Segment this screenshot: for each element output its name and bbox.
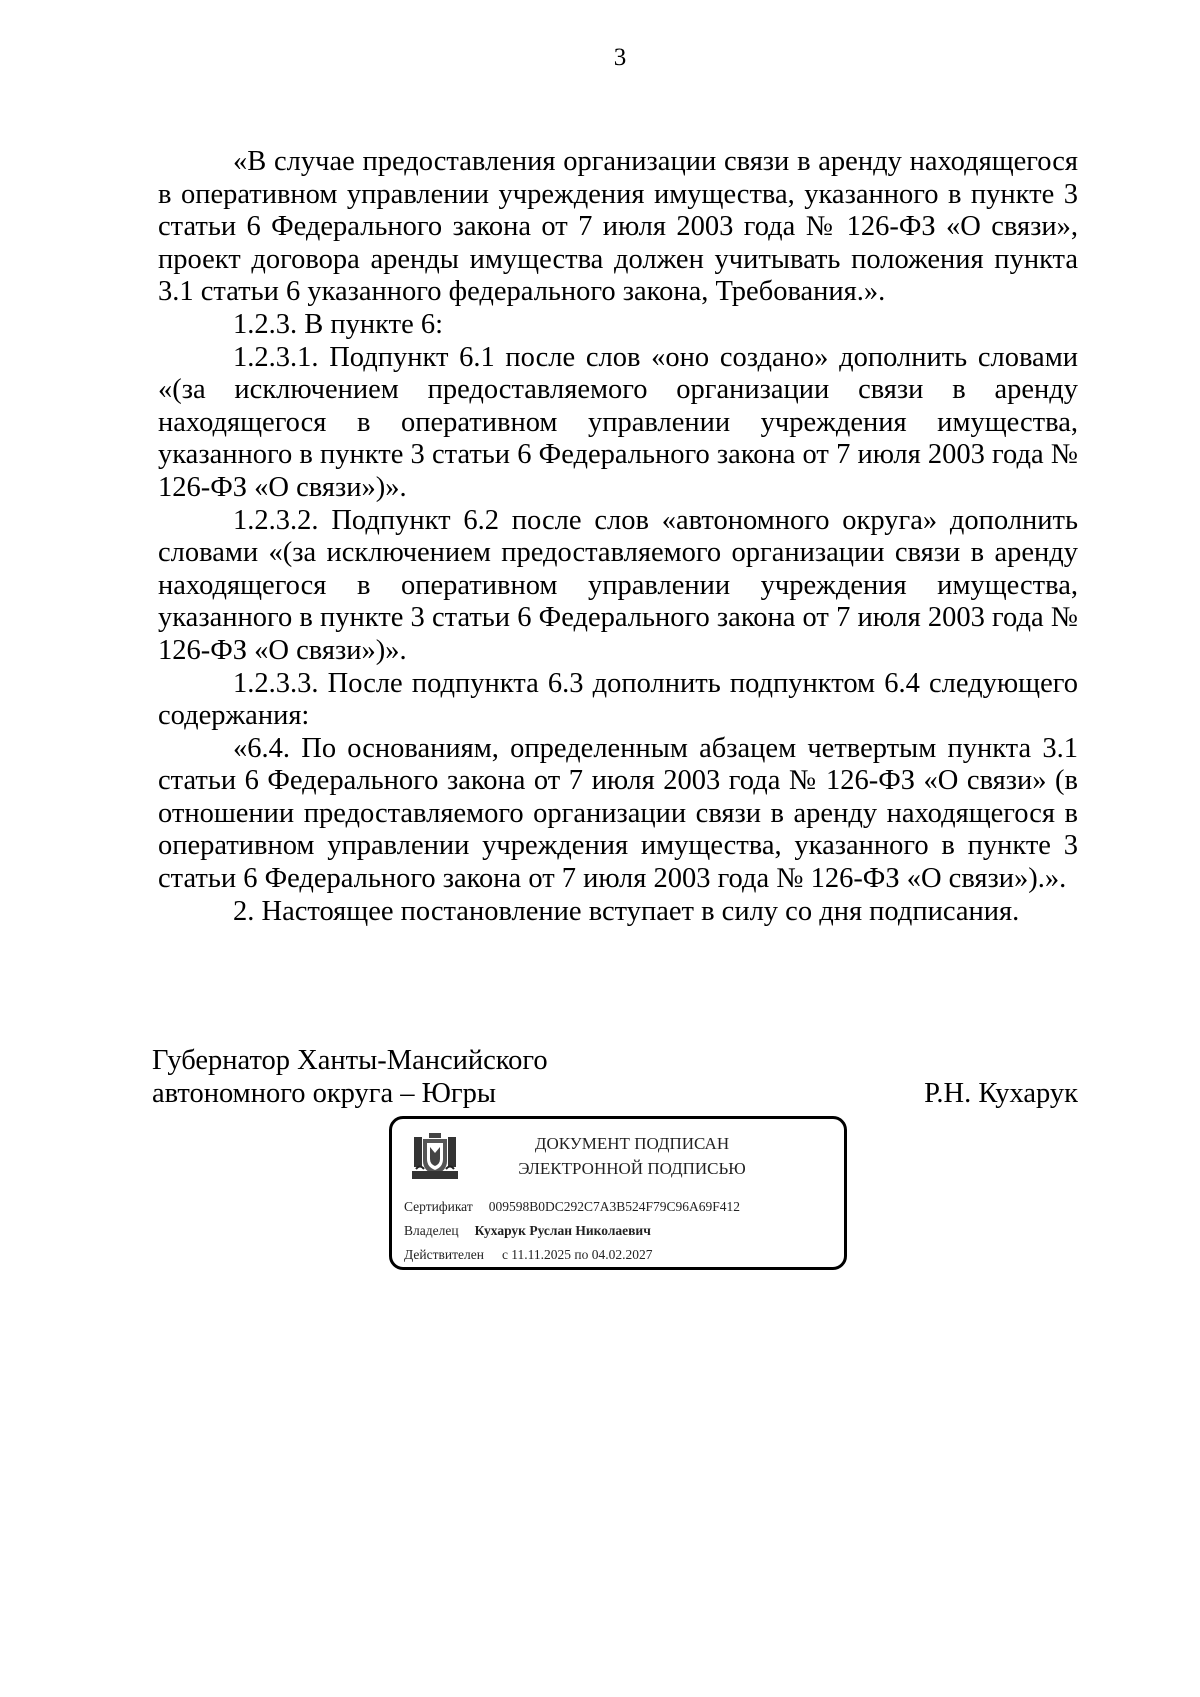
signatory-name: Р.Н. Кухарук [924,1077,1078,1109]
paragraph: 2. Настоящее постановление вступает в силу со дня подписания. [233,895,1020,927]
owner-label: Владелец [404,1223,459,1238]
paragraph: 1.2.3.3. После подпункта 6.3 дополнить подпунктом 6.4 следующего содержания: [158,667,1078,732]
validity-label: Действителен [404,1247,484,1262]
paragraph: 1.2.3.2. Подпункт 6.2 после слов «автономного округа» дополнить словами «(за исключением предоставляемого организации связи в аренду находящегося в оперативном управлении учреждения имущества, указанного в пункте 3 статьи 6 Федерального закона от 7 июля 2003 года № 126-ФЗ «О связи»)». [158,504,1078,666]
coat-of-arms-icon [410,1131,460,1183]
certificate-value: 009598B0DC292C7A3B524F79C96A69F412 [488,1199,741,1214]
paragraph: «В случае предоставления организации связи в аренду находящегося в оперативном управлении учреждения имущества, указанного в пункте 3 статьи 6 Федерального закона от 7 июля 2003 года № 126-ФЗ «О связи», проект договора аренды имущества должен учитывать положения пункта 3.1 статьи 6 указанного федерального закона, Требования.». [158,146,1078,308]
signatory-title-line-2: автономного округа – Югры [152,1077,497,1109]
signatory-title-line-1: Губернатор Ханты-Мансийского [152,1045,548,1076]
document-body [158,146,1078,928]
certificate-label: Сертификат [404,1199,473,1214]
paragraph: «6.4. По основаниям, определенным абзацем четвертым пункта 3.1 статьи 6 Федерального закона от 7 июля 2003 года № 126-ФЗ «О связи» (в отношении предоставляемого организации связи в аренду находящегося в оперативном управлении учреждения имущества, указанного в пункте 3 статьи 6 Федерального закона от 7 июля 2003 года № 126-ФЗ «О связи»).». [158,732,1078,895]
stamp-heading [482,1131,782,1181]
stamp-owner-row [404,1223,651,1239]
stamp-certificate-row [404,1199,740,1215]
page-number: 3 [613,44,627,71]
paragraph: 1.2.3. В пункте 6: [233,308,444,340]
stamp-heading-line-2: ЭЛЕКТРОННОЙ ПОДПИСЬЮ [518,1159,746,1178]
electronic-signature-stamp [389,1116,847,1270]
signature-block [152,1045,1078,1110]
validity-value: с 11.11.2025 по 04.02.2027 [501,1247,653,1262]
paragraph: 1.2.3.1. Подпункт 6.1 после слов «оно создано» дополнить словами «(за исключением предоставляемого организации связи в аренду находящегося в оперативном управлении учреждения имущества, указанного в пункте 3 статьи 6 Федерального закона от 7 июля 2003 года № 126-ФЗ «О связи»)». [158,341,1078,503]
stamp-heading-line-1: ДОКУМЕНТ ПОДПИСАН [534,1134,730,1153]
owner-value: Кухарук Руслан Николаевич [474,1223,651,1238]
stamp-validity-row [404,1247,653,1263]
